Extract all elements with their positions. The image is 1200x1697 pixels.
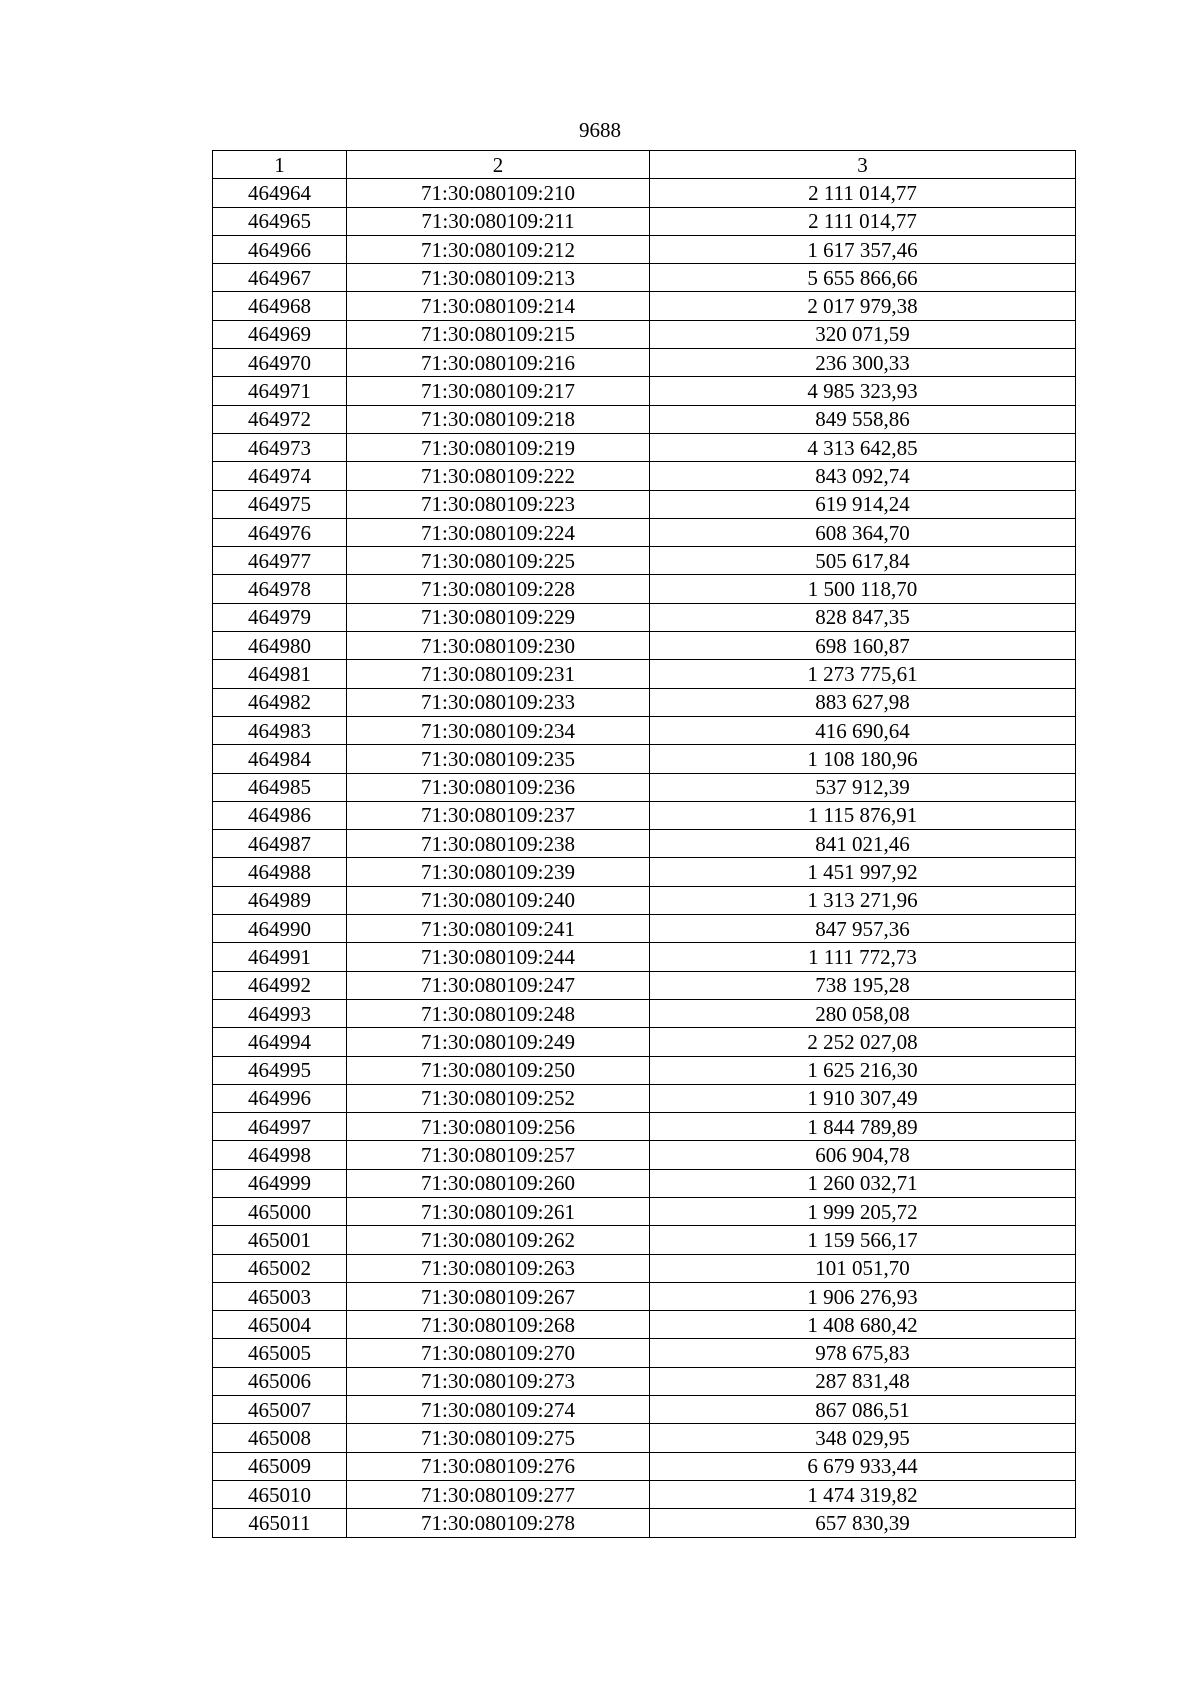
row-number-cell: 464967 [213, 264, 347, 292]
table-row [213, 292, 1076, 320]
table-row [213, 1197, 1076, 1225]
row-number-cell: 464976 [213, 518, 347, 546]
row-number-cell: 464990 [213, 915, 347, 943]
table-row [213, 773, 1076, 801]
row-number-cell: 464974 [213, 462, 347, 490]
cadastral-value-cell: 2 111 014,77 [650, 207, 1076, 235]
cadastral-value-cell: 1 617 357,46 [650, 235, 1076, 263]
table-row [213, 1254, 1076, 1282]
cadastral-value-cell: 6 679 933,44 [650, 1452, 1076, 1480]
cadastral-number-cell: 71:30:080109:215 [347, 320, 650, 348]
table-row [213, 886, 1076, 914]
cadastral-value-cell: 698 160,87 [650, 632, 1076, 660]
cadastral-value-cell: 1 273 775,61 [650, 660, 1076, 688]
row-number-cell: 464995 [213, 1056, 347, 1084]
row-number-cell: 465001 [213, 1226, 347, 1254]
cadastral-value-cell: 606 904,78 [650, 1141, 1076, 1169]
cadastral-number-cell: 71:30:080109:247 [347, 971, 650, 999]
column-header-2: 2 [347, 151, 650, 179]
table-row [213, 632, 1076, 660]
table-row [213, 1169, 1076, 1197]
row-number-cell: 464968 [213, 292, 347, 320]
cadastral-value-cell: 2 017 979,38 [650, 292, 1076, 320]
cadastral-value-cell: 287 831,48 [650, 1367, 1076, 1395]
page-number: 9688 [579, 118, 621, 142]
table-row [213, 1056, 1076, 1084]
row-number-cell: 464978 [213, 575, 347, 603]
cadastral-number-cell: 71:30:080109:250 [347, 1056, 650, 1084]
cadastral-number-cell: 71:30:080109:241 [347, 915, 650, 943]
cadastral-value-cell: 1 260 032,71 [650, 1169, 1076, 1197]
cadastral-number-cell: 71:30:080109:224 [347, 518, 650, 546]
row-number-cell: 465011 [213, 1509, 347, 1537]
table-row [213, 377, 1076, 405]
row-number-cell: 464984 [213, 745, 347, 773]
cadastral-number-cell: 71:30:080109:261 [347, 1197, 650, 1225]
row-number-cell: 464994 [213, 1028, 347, 1056]
row-number-cell: 464966 [213, 235, 347, 263]
table-row [213, 1141, 1076, 1169]
cadastral-number-cell: 71:30:080109:276 [347, 1452, 650, 1480]
row-number-cell: 465007 [213, 1396, 347, 1424]
cadastral-value-cell: 608 364,70 [650, 518, 1076, 546]
cadastral-number-cell: 71:30:080109:218 [347, 405, 650, 433]
cadastral-value-cell: 1 108 180,96 [650, 745, 1076, 773]
table-row [213, 1367, 1076, 1395]
cadastral-value-cell: 2 252 027,08 [650, 1028, 1076, 1056]
cadastral-number-cell: 71:30:080109:244 [347, 943, 650, 971]
cadastral-number-cell: 71:30:080109:223 [347, 490, 650, 518]
table-row [213, 1396, 1076, 1424]
cadastral-value-cell: 1 474 319,82 [650, 1480, 1076, 1508]
table-row [213, 264, 1076, 292]
cadastral-number-cell: 71:30:080109:257 [347, 1141, 650, 1169]
cadastral-number-cell: 71:30:080109:222 [347, 462, 650, 490]
table-row [213, 490, 1076, 518]
cadastral-value-table [212, 150, 1076, 1538]
cadastral-value-cell: 1 999 205,72 [650, 1197, 1076, 1225]
table-row [213, 971, 1076, 999]
table-row [213, 1226, 1076, 1254]
cadastral-number-cell: 71:30:080109:235 [347, 745, 650, 773]
row-number-cell: 465000 [213, 1197, 347, 1225]
cadastral-number-cell: 71:30:080109:275 [347, 1424, 650, 1452]
row-number-cell: 464973 [213, 433, 347, 461]
cadastral-number-cell: 71:30:080109:237 [347, 801, 650, 829]
table-row [213, 547, 1076, 575]
table-row [213, 1113, 1076, 1141]
row-number-cell: 465002 [213, 1254, 347, 1282]
cadastral-number-cell: 71:30:080109:236 [347, 773, 650, 801]
cadastral-number-cell: 71:30:080109:278 [347, 1509, 650, 1537]
cadastral-value-cell: 1 906 276,93 [650, 1282, 1076, 1310]
table-row [213, 320, 1076, 348]
cadastral-value-cell: 847 957,36 [650, 915, 1076, 943]
cadastral-value-cell: 280 058,08 [650, 999, 1076, 1027]
row-number-cell: 465010 [213, 1480, 347, 1508]
column-header-3: 3 [650, 151, 1076, 179]
cadastral-number-cell: 71:30:080109:270 [347, 1339, 650, 1367]
table-row [213, 688, 1076, 716]
cadastral-value-cell: 1 115 876,91 [650, 801, 1076, 829]
table-row [213, 1084, 1076, 1112]
row-number-cell: 465006 [213, 1367, 347, 1395]
row-number-cell: 464975 [213, 490, 347, 518]
cadastral-value-cell: 1 159 566,17 [650, 1226, 1076, 1254]
row-number-cell: 465009 [213, 1452, 347, 1480]
table-row [213, 462, 1076, 490]
table-row [213, 858, 1076, 886]
table-row [213, 1424, 1076, 1452]
cadastral-number-cell: 71:30:080109:260 [347, 1169, 650, 1197]
cadastral-value-cell: 841 021,46 [650, 830, 1076, 858]
cadastral-value-cell: 4 313 642,85 [650, 433, 1076, 461]
row-number-cell: 464997 [213, 1113, 347, 1141]
cadastral-value-cell: 1 625 216,30 [650, 1056, 1076, 1084]
row-number-cell: 464983 [213, 716, 347, 744]
row-number-cell: 464987 [213, 830, 347, 858]
row-number-cell: 464977 [213, 547, 347, 575]
cadastral-number-cell: 71:30:080109:212 [347, 235, 650, 263]
row-number-cell: 464970 [213, 349, 347, 377]
row-number-cell: 464988 [213, 858, 347, 886]
table-row [213, 1480, 1076, 1508]
cadastral-number-cell: 71:30:080109:274 [347, 1396, 650, 1424]
cadastral-number-cell: 71:30:080109:211 [347, 207, 650, 235]
cadastral-value-cell: 320 071,59 [650, 320, 1076, 348]
cadastral-value-cell: 978 675,83 [650, 1339, 1076, 1367]
cadastral-number-cell: 71:30:080109:219 [347, 433, 650, 461]
cadastral-number-cell: 71:30:080109:213 [347, 264, 650, 292]
cadastral-value-cell: 867 086,51 [650, 1396, 1076, 1424]
table-header-row [213, 151, 1076, 179]
row-number-cell: 465008 [213, 1424, 347, 1452]
cadastral-value-cell: 1 500 118,70 [650, 575, 1076, 603]
table-row [213, 1311, 1076, 1339]
table-row [213, 716, 1076, 744]
cadastral-number-cell: 71:30:080109:248 [347, 999, 650, 1027]
cadastral-value-cell: 843 092,74 [650, 462, 1076, 490]
table-row [213, 801, 1076, 829]
cadastral-number-cell: 71:30:080109:228 [347, 575, 650, 603]
cadastral-value-cell: 537 912,39 [650, 773, 1076, 801]
cadastral-number-cell: 71:30:080109:240 [347, 886, 650, 914]
row-number-cell: 464985 [213, 773, 347, 801]
cadastral-value-cell: 2 111 014,77 [650, 179, 1076, 207]
table-row [213, 745, 1076, 773]
row-number-cell: 464981 [213, 660, 347, 688]
cadastral-value-cell: 416 690,64 [650, 716, 1076, 744]
table-row [213, 830, 1076, 858]
table-row [213, 1028, 1076, 1056]
row-number-cell: 464999 [213, 1169, 347, 1197]
row-number-cell: 464986 [213, 801, 347, 829]
table-row [213, 1339, 1076, 1367]
cadastral-value-cell: 4 985 323,93 [650, 377, 1076, 405]
cadastral-value-cell: 1 313 271,96 [650, 886, 1076, 914]
cadastral-value-cell: 1 910 307,49 [650, 1084, 1076, 1112]
cadastral-number-cell: 71:30:080109:273 [347, 1367, 650, 1395]
table-row [213, 1282, 1076, 1310]
table-row [213, 915, 1076, 943]
row-number-cell: 464979 [213, 603, 347, 631]
row-number-cell: 464965 [213, 207, 347, 235]
cadastral-number-cell: 71:30:080109:239 [347, 858, 650, 886]
row-number-cell: 464980 [213, 632, 347, 660]
cadastral-number-cell: 71:30:080109:262 [347, 1226, 650, 1254]
table-row [213, 405, 1076, 433]
cadastral-number-cell: 71:30:080109:256 [347, 1113, 650, 1141]
cadastral-value-cell: 619 914,24 [650, 490, 1076, 518]
cadastral-value-cell: 738 195,28 [650, 971, 1076, 999]
cadastral-value-cell: 236 300,33 [650, 349, 1076, 377]
cadastral-number-cell: 71:30:080109:231 [347, 660, 650, 688]
cadastral-value-cell: 1 451 997,92 [650, 858, 1076, 886]
column-header-1: 1 [213, 151, 347, 179]
table-row [213, 943, 1076, 971]
cadastral-number-cell: 71:30:080109:217 [347, 377, 650, 405]
cadastral-number-cell: 71:30:080109:233 [347, 688, 650, 716]
row-number-cell: 464992 [213, 971, 347, 999]
cadastral-value-cell: 101 051,70 [650, 1254, 1076, 1282]
cadastral-value-cell: 849 558,86 [650, 405, 1076, 433]
row-number-cell: 464989 [213, 886, 347, 914]
table-row [213, 349, 1076, 377]
cadastral-number-cell: 71:30:080109:229 [347, 603, 650, 631]
row-number-cell: 464993 [213, 999, 347, 1027]
cadastral-value-cell: 5 655 866,66 [650, 264, 1076, 292]
cadastral-number-cell: 71:30:080109:234 [347, 716, 650, 744]
cadastral-number-cell: 71:30:080109:252 [347, 1084, 650, 1112]
cadastral-value-cell: 505 617,84 [650, 547, 1076, 575]
row-number-cell: 464998 [213, 1141, 347, 1169]
row-number-cell: 465003 [213, 1282, 347, 1310]
cadastral-number-cell: 71:30:080109:216 [347, 349, 650, 377]
cadastral-value-cell: 1 408 680,42 [650, 1311, 1076, 1339]
table-row [213, 235, 1076, 263]
cadastral-number-cell: 71:30:080109:225 [347, 547, 650, 575]
cadastral-number-cell: 71:30:080109:277 [347, 1480, 650, 1508]
cadastral-number-cell: 71:30:080109:268 [347, 1311, 650, 1339]
table-row [213, 179, 1076, 207]
row-number-cell: 464969 [213, 320, 347, 348]
table-row [213, 518, 1076, 546]
table-row [213, 1509, 1076, 1537]
table-row [213, 433, 1076, 461]
row-number-cell: 464964 [213, 179, 347, 207]
row-number-cell: 464991 [213, 943, 347, 971]
cadastral-value-cell: 657 830,39 [650, 1509, 1076, 1537]
cadastral-value-cell: 883 627,98 [650, 688, 1076, 716]
cadastral-number-cell: 71:30:080109:210 [347, 179, 650, 207]
table-row [213, 999, 1076, 1027]
row-number-cell: 464971 [213, 377, 347, 405]
row-number-cell: 464982 [213, 688, 347, 716]
cadastral-number-cell: 71:30:080109:230 [347, 632, 650, 660]
cadastral-number-cell: 71:30:080109:267 [347, 1282, 650, 1310]
cadastral-number-cell: 71:30:080109:249 [347, 1028, 650, 1056]
table-body [213, 151, 1076, 1538]
cadastral-number-cell: 71:30:080109:238 [347, 830, 650, 858]
cadastral-value-cell: 828 847,35 [650, 603, 1076, 631]
cadastral-number-cell: 71:30:080109:263 [347, 1254, 650, 1282]
cadastral-value-cell: 348 029,95 [650, 1424, 1076, 1452]
cadastral-value-cell: 1 844 789,89 [650, 1113, 1076, 1141]
cadastral-value-cell: 1 111 772,73 [650, 943, 1076, 971]
table-row [213, 575, 1076, 603]
row-number-cell: 464996 [213, 1084, 347, 1112]
table-row [213, 603, 1076, 631]
cadastral-number-cell: 71:30:080109:214 [347, 292, 650, 320]
table-row [213, 1452, 1076, 1480]
row-number-cell: 465005 [213, 1339, 347, 1367]
table-row [213, 660, 1076, 688]
table-row [213, 207, 1076, 235]
row-number-cell: 464972 [213, 405, 347, 433]
row-number-cell: 465004 [213, 1311, 347, 1339]
